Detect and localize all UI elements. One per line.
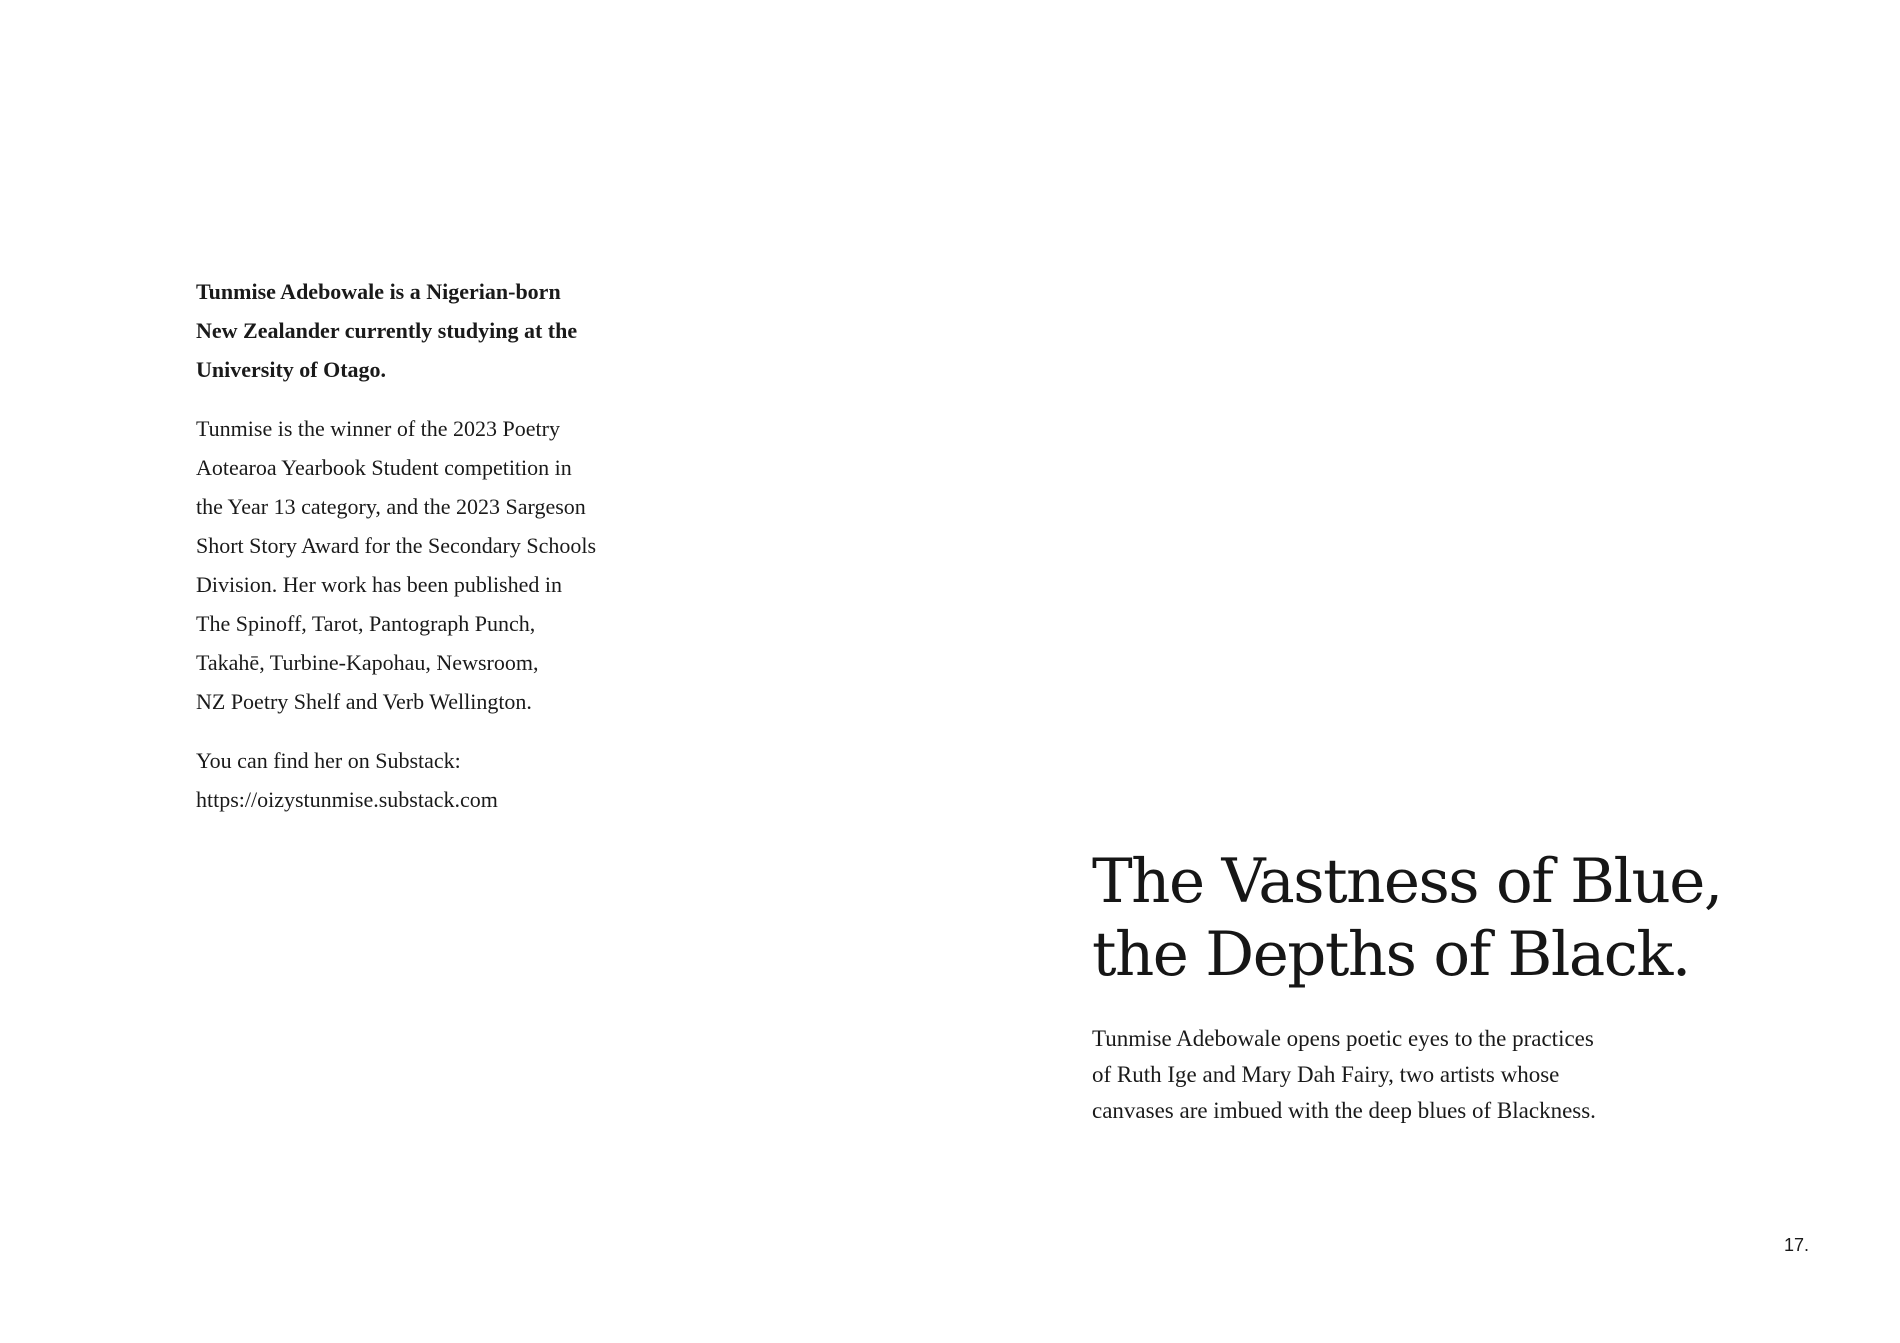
bio-body-line: The Spinoff, Tarot, Pantograph Punch,	[196, 611, 536, 636]
bio-body-line: the Year 13 category, and the 2023 Sargeson	[196, 494, 586, 519]
article-header	[1092, 845, 1792, 1129]
bio-body-line: Aotearoa Yearbook Student competition in	[196, 455, 572, 480]
article-title-line: the Depths of Black.	[1092, 919, 1690, 990]
bio-body-line: Short Story Award for the Secondary Schools	[196, 533, 597, 558]
substack-paragraph	[196, 741, 666, 819]
bio-body-line: Division. Her work has been published in	[196, 572, 562, 597]
bio-lead-line: New Zealander currently studying at the	[196, 318, 578, 343]
author-bio-paragraph	[196, 409, 666, 721]
article-standfirst	[1092, 1021, 1792, 1129]
author-bio	[196, 272, 666, 839]
substack-url: https://oizystunmise.substack.com	[196, 787, 498, 812]
author-bio-lead	[196, 272, 666, 389]
standfirst-line: canvases are imbued with the deep blues of Blackness.	[1092, 1098, 1596, 1123]
bio-body-line: NZ Poetry Shelf and Verb Wellington.	[196, 689, 532, 714]
standfirst-line: Tunmise Adebowale opens poetic eyes to the practices	[1092, 1026, 1594, 1051]
bio-body-line: Tunmise is the winner of the 2023 Poetry	[196, 416, 560, 441]
bio-lead-line: Tunmise Adebowale is a Nigerian-born	[196, 279, 561, 304]
page-number: 17.	[1783, 1235, 1809, 1255]
substack-intro: You can find her on Substack:	[196, 748, 461, 773]
article-title-line: The Vastness of Blue,	[1092, 846, 1722, 917]
bio-lead-line: University of Otago.	[196, 357, 387, 382]
article-title	[1092, 845, 1792, 991]
standfirst-line: of Ruth Ige and Mary Dah Fairy, two artists whose	[1092, 1062, 1560, 1087]
bio-body-line: Takahē, Turbine-Kapohau, Newsroom,	[196, 650, 539, 675]
